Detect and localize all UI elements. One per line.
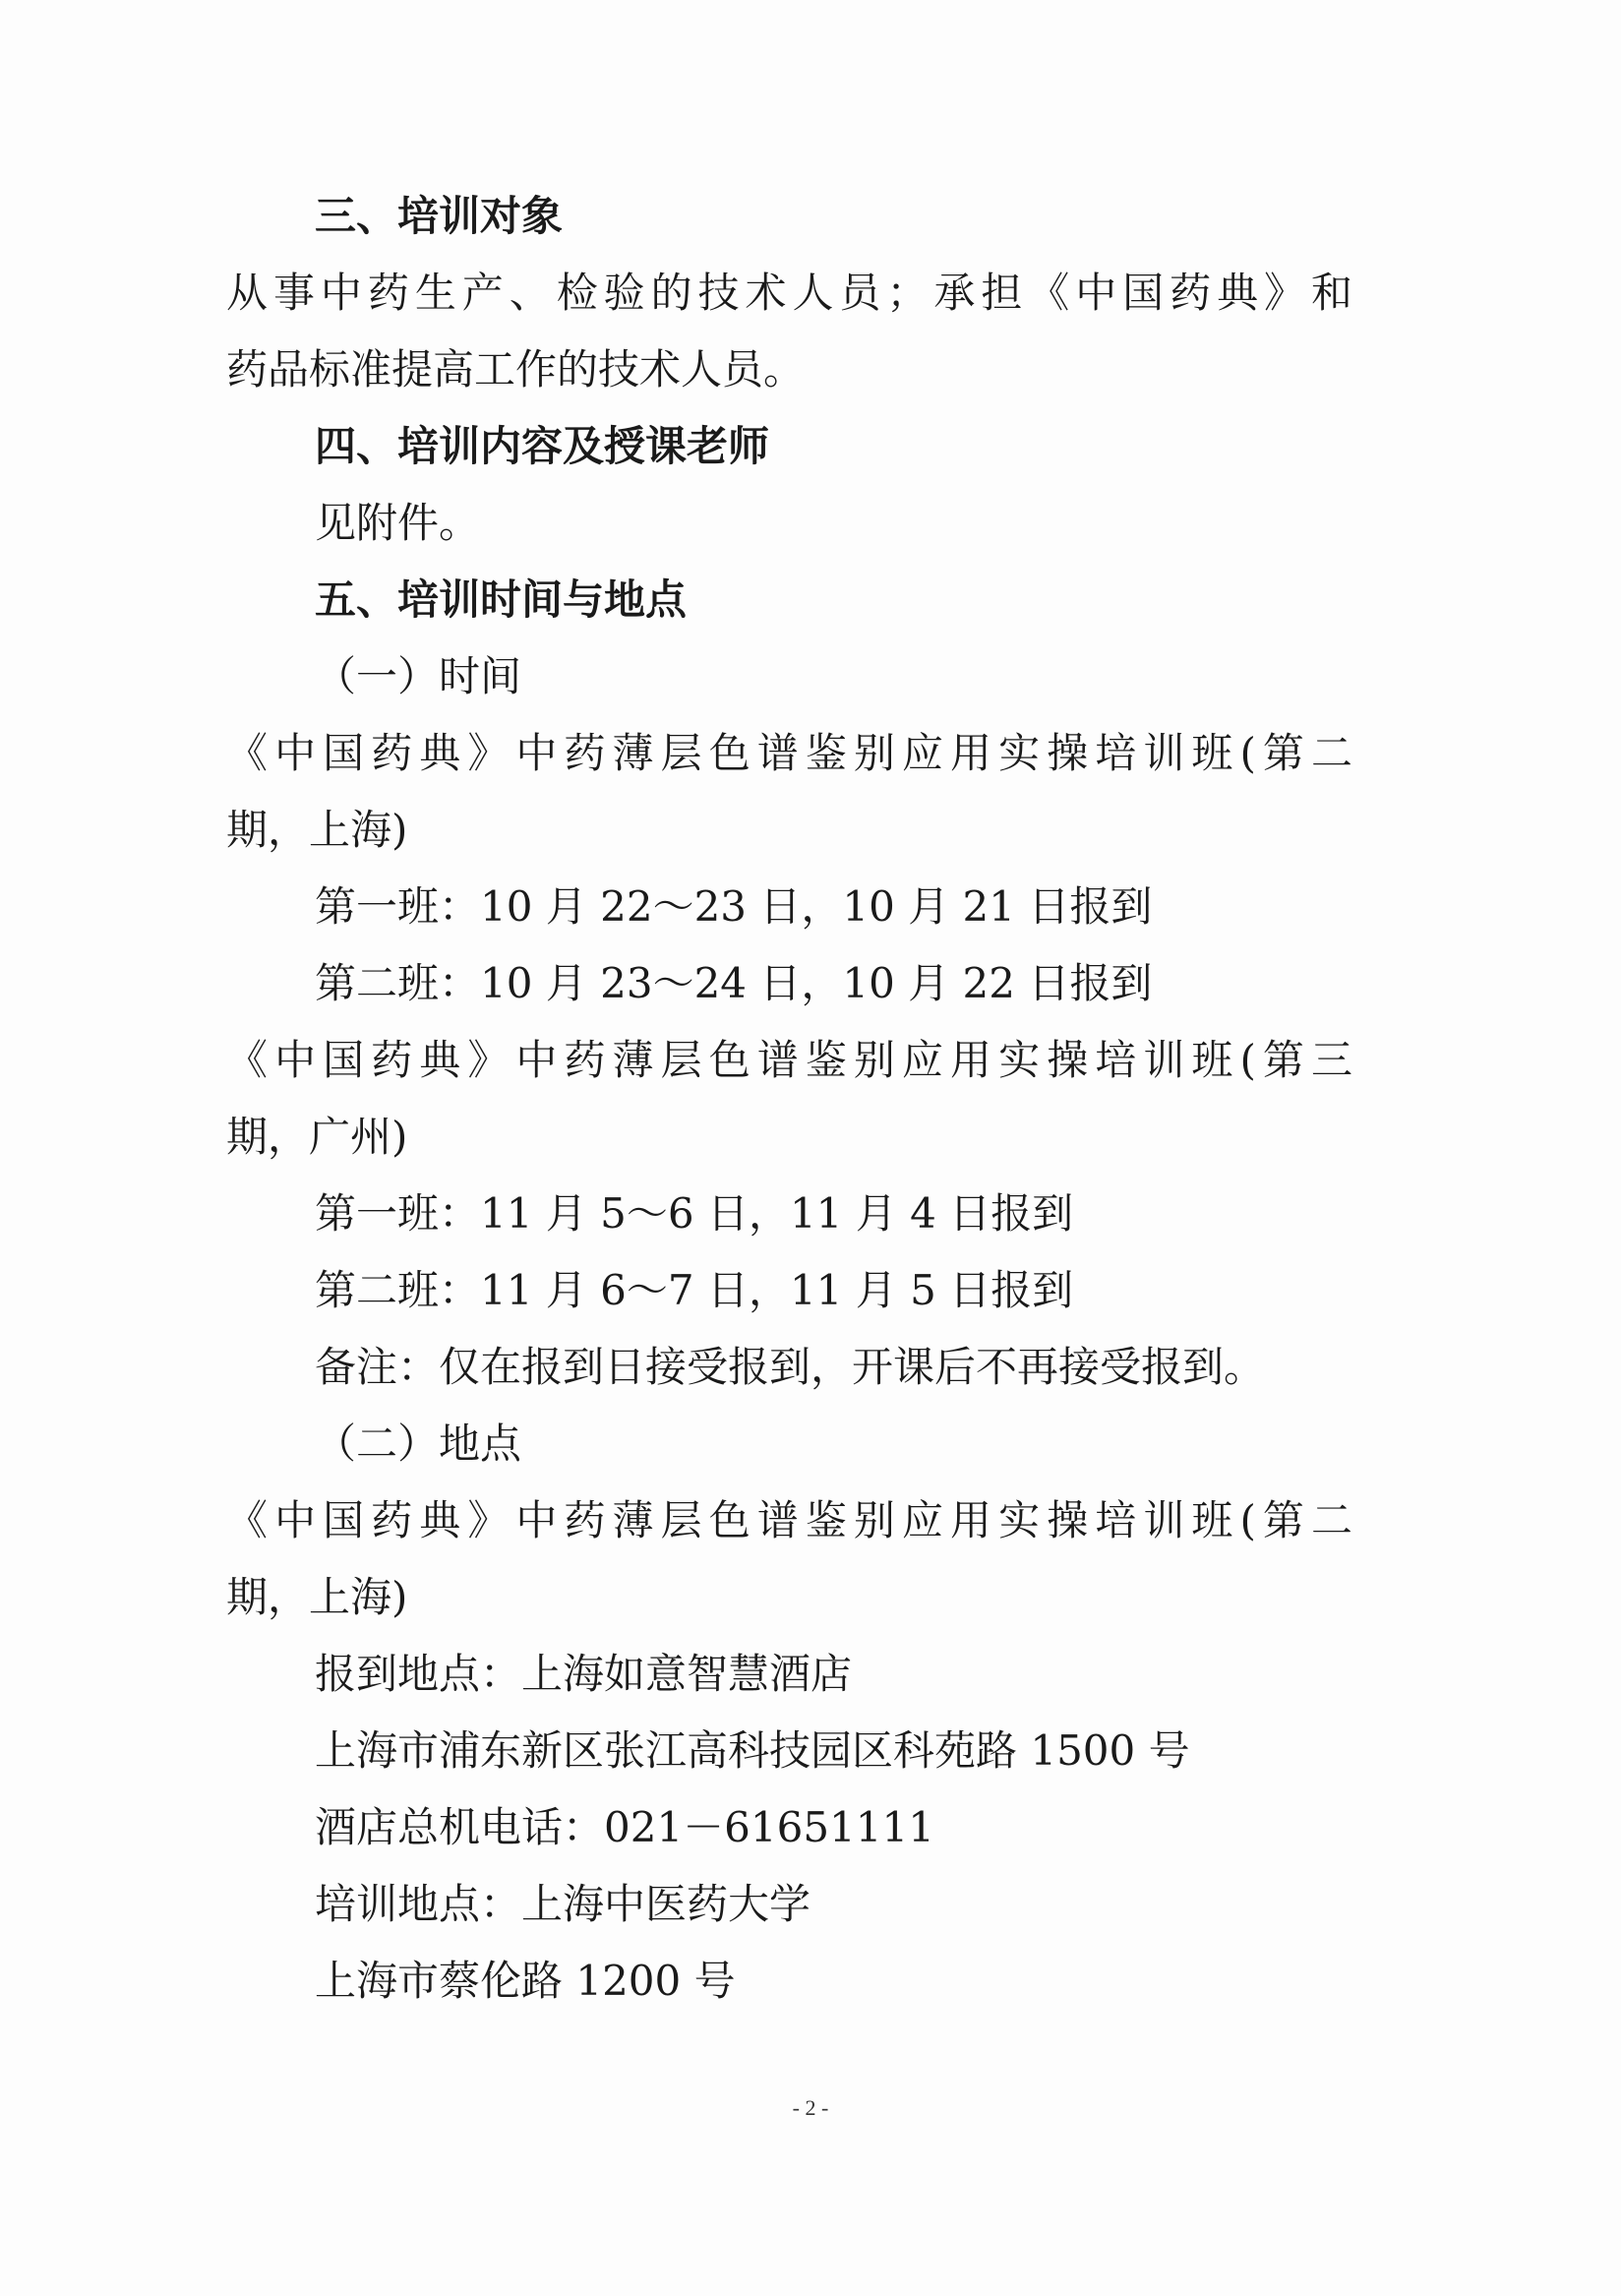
time-course-1-title-line-2: 期，上海) xyxy=(226,806,408,854)
section-3-paragraph-line-1: 从事中药生产、检验的技术人员；承担《中国药典》和 xyxy=(226,269,1352,317)
time-course-2-class-1: 第一班：11 月 5～6 日，11 月 4 日报到 xyxy=(315,1189,1074,1238)
section-4-heading: 四、培训内容及授课老师 xyxy=(315,422,770,470)
section-4-paragraph: 见附件。 xyxy=(315,499,481,547)
checkin-place: 报到地点：上海如意智慧酒店 xyxy=(315,1650,853,1698)
time-course-1-class-2: 第二班：10 月 23～24 日，10 月 22 日报到 xyxy=(315,959,1153,1007)
time-course-2-title-line-1: 《中国药典》中药薄层色谱鉴别应用实操培训班(第三 xyxy=(226,1036,1352,1084)
hotel-address: 上海市浦东新区张江高科技园区科苑路 1500 号 xyxy=(315,1726,1190,1775)
training-address: 上海市蔡伦路 1200 号 xyxy=(315,1957,736,2005)
section-3-paragraph-line-2: 药品标准提高工作的技术人员。 xyxy=(226,345,806,393)
time-subheading: （一）时间 xyxy=(315,652,522,700)
time-course-2-title-line-2: 期，广州) xyxy=(226,1113,408,1161)
hotel-phone: 酒店总机电话：021－61651111 xyxy=(315,1803,934,1851)
section-3-heading: 三、培训对象 xyxy=(315,192,564,240)
time-course-1-class-1: 第一班：10 月 22～23 日，10 月 21 日报到 xyxy=(315,882,1153,931)
time-course-2-class-2: 第二班：11 月 6～7 日，11 月 5 日报到 xyxy=(315,1266,1074,1314)
training-place: 培训地点：上海中医药大学 xyxy=(315,1880,811,1928)
place-course-title-line-1: 《中国药典》中药薄层色谱鉴别应用实操培训班(第二 xyxy=(226,1496,1352,1544)
section-5-heading: 五、培训时间与地点 xyxy=(315,575,688,624)
page-number: - 2 - xyxy=(792,2095,829,2120)
time-note: 备注：仅在报到日接受报到，开课后不再接受报到。 xyxy=(315,1343,1266,1391)
place-subheading: （二）地点 xyxy=(315,1420,522,1468)
time-course-1-title-line-1: 《中国药典》中药薄层色谱鉴别应用实操培训班(第二 xyxy=(226,729,1352,777)
place-course-title-line-2: 期，上海) xyxy=(226,1573,408,1621)
